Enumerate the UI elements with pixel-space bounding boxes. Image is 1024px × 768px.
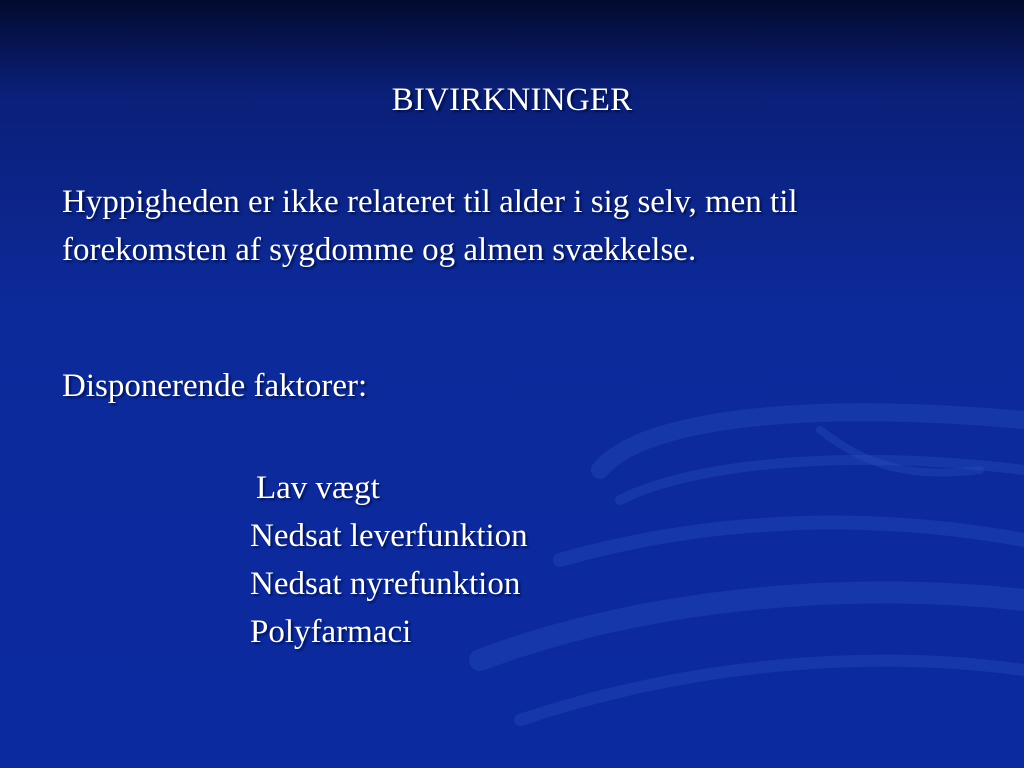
intro-paragraph (62, 178, 962, 274)
paragraph-line: forekomsten af sygdomme og almen svækkelse. (62, 232, 697, 268)
factor-item: Lav vægt (256, 470, 380, 506)
slide-title: BIVIRKNINGER (391, 82, 633, 118)
factor-item: Nedsat leverfunktion (250, 518, 528, 554)
factors-list (250, 464, 528, 656)
paragraph-line: Hyppigheden er ikke relateret til alder i sig selv, men til (62, 184, 798, 220)
factor-item: Polyfarmaci (250, 614, 412, 650)
factors-heading: Disponerende faktorer: (62, 368, 368, 404)
factor-item: Nedsat nyrefunktion (250, 566, 521, 602)
